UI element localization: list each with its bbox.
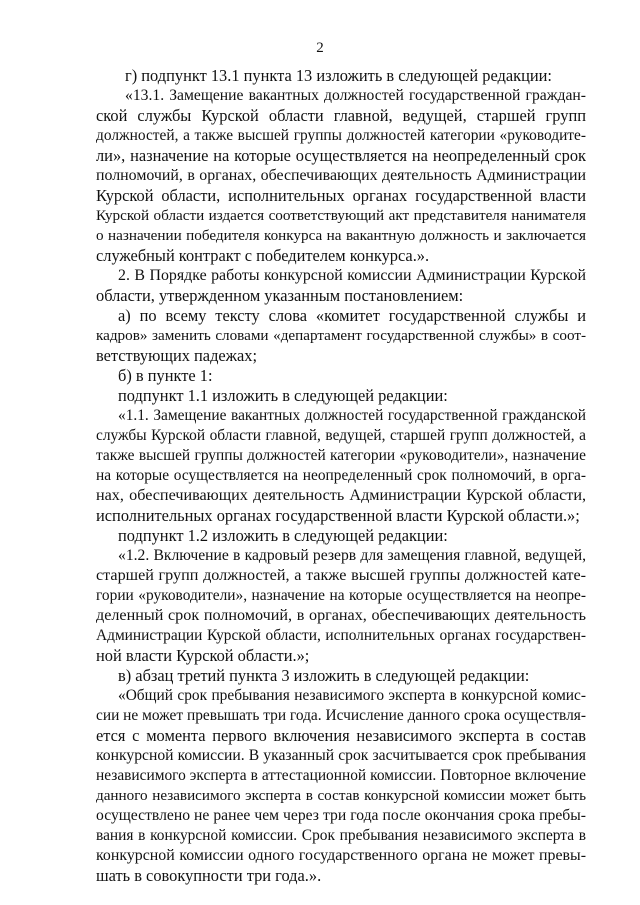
text-line: Курской области издается соответствующий акт представителя нанимателя (96, 207, 586, 224)
text-line: о назначении победителя конкурса на вакантную должность и заключается (96, 227, 586, 244)
text-line: Администрации Курской области, исполнительных органах государствен- (96, 627, 586, 644)
text-line: подпункт 1.2 изложить в следующей редакции: (118, 526, 448, 545)
text-line: осуществлено не ранее чем через три года после окончания срока пребы- (96, 807, 586, 824)
text-line: ется с момента первого включения независимого эксперта в состав (96, 726, 586, 745)
text-line: гории «руководители», назначение на которые осуществляется на неопре- (96, 587, 586, 604)
text-line: независимого эксперта в аттестационной комиссии. Повторное включение (96, 767, 586, 784)
text-line: в) абзац третий пункта 3 изложить в следующей редакции: (118, 666, 530, 685)
text-line: а) по всему тексту слова «комитет государственной службы и (118, 306, 586, 325)
text-line: б) в пункте 1: (118, 366, 213, 385)
text-line: служебный контракт с победителем конкурса.». (96, 246, 430, 265)
text-line: сии не может превышать три года. Исчисление данного срока осуществля- (96, 707, 586, 724)
text-line: вания в конкурсной комиссии. Срок пребывания независимого эксперта в (96, 827, 586, 844)
text-line: нах, обеспечивающих деятельность Администрации Курской области, (96, 487, 586, 504)
text-line: должностей, а также высшей группы должностей категории «руководите- (96, 127, 586, 144)
text-line: шать в совокупности три года.». (96, 866, 322, 885)
text-line: службы Курской области главной, ведущей, старшей групп должностей, а (96, 427, 586, 444)
text-line: также высшей группы должностей категории «руководители», назначение (96, 447, 586, 464)
text-line: ской службы Курской области главной, ведущей, старшей групп (96, 106, 586, 125)
text-line: «1.1. Замещение вакантных должностей государственной гражданской (118, 407, 586, 424)
text-line: г) подпункт 13.1 пункта 13 изложить в следующей редакции: (125, 66, 552, 85)
text-line: «Общий срок пребывания независимого эксперта в конкурсной комис- (118, 687, 586, 704)
text-line: конкурсной комиссии одного государственного органа не может превы- (96, 847, 586, 864)
text-line: исполнительных органах государственной власти Курской области.»; (96, 506, 580, 525)
text-line: 2. В Порядке работы конкурсной комиссии Администрации Курской (118, 267, 586, 284)
text-line: «13.1. Замещение вакантных должностей государственной граждан- (125, 87, 586, 104)
text-line: подпункт 1.1 изложить в следующей редакции: (118, 386, 448, 405)
text-line: данного независимого эксперта в состав конкурсной комиссии может быть (96, 787, 586, 804)
text-line: кадров» заменить словами «департамент государственной службы» в соот- (96, 327, 586, 344)
text-line: конкурсной комиссии. В указанный срок засчитывается срок пребывания (96, 747, 586, 764)
text-line: старшей групп должностей, а также высшей группы должностей кате- (96, 567, 586, 584)
text-line: области, утвержденном указанным постановлением: (96, 286, 464, 305)
text-line: «1.2. Включение в кадровый резерв для замещения главной, ведущей, (118, 547, 586, 564)
text-line: на которые осуществляется на неопределенный срок полномочий, в орга- (96, 467, 586, 484)
text-line: Курской области, исполнительных органах государственной власти (96, 186, 586, 205)
page-number: 2 (316, 40, 324, 56)
text-line: полномочий, в органах, обеспечивающих деятельность Администрации (96, 167, 586, 184)
text-line: ли», назначение на которые осуществляется на неопределенный срок (96, 146, 586, 165)
text-line: ветствующих падежах; (96, 346, 258, 365)
text-line: ной власти Курской области.»; (96, 646, 310, 665)
text-line: деленный срок полномочий, в органах, обеспечивающих деятельность (96, 607, 586, 624)
